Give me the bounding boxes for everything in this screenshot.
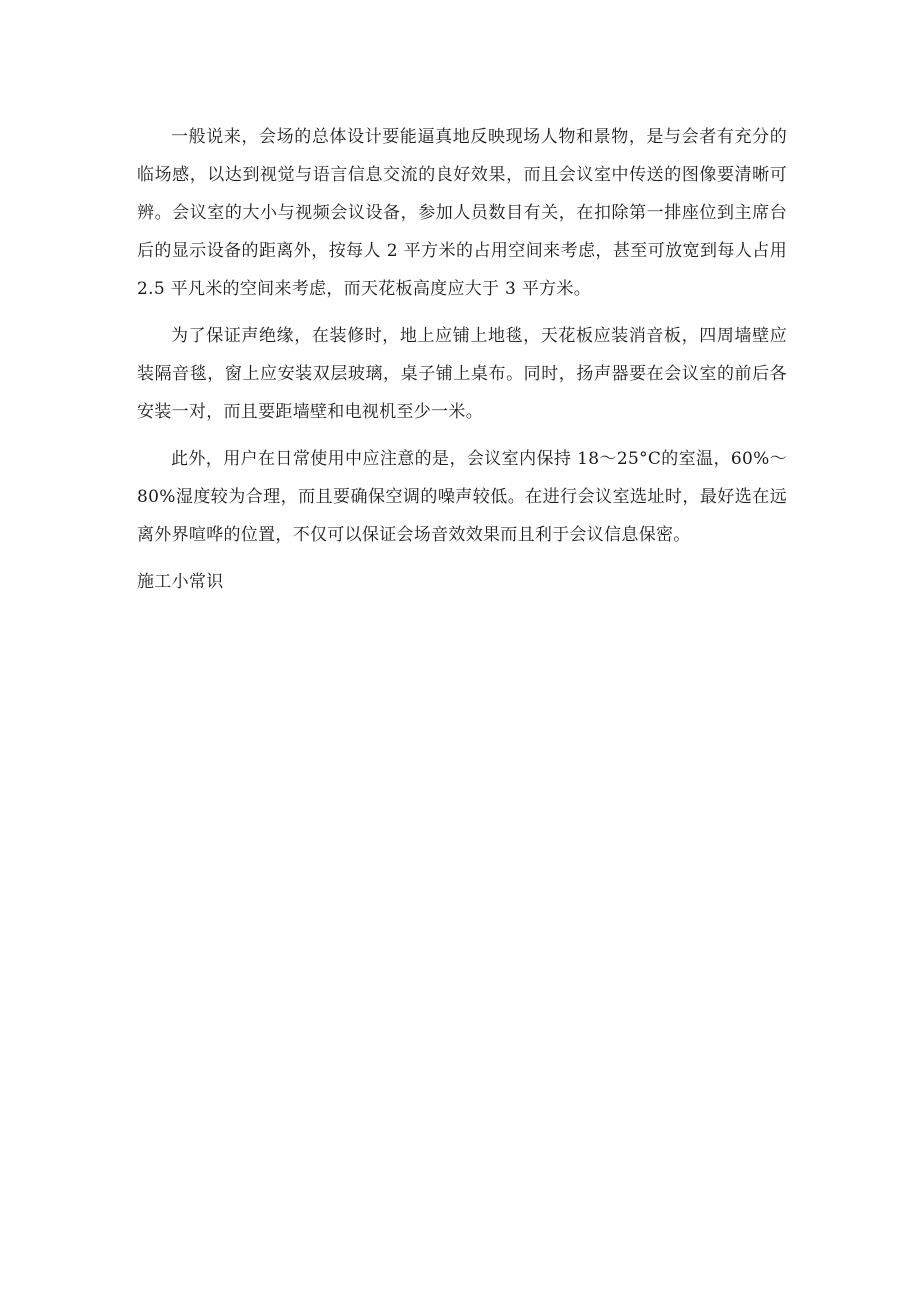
paragraph-daily-use: 此外，用户在日常使用中应注意的是，会议室内保持 18～25°C的室温，60%～80%湿度较为合理，而且要确保空调的噪声较低。在进行会议室选址时，最好选在远离外界喧哗的位置，不仅可以保证会场音效效果而且利于会议信息保密。 [137, 449, 787, 545]
section-heading: 施工小常识 [137, 572, 224, 592]
document-body [137, 118, 787, 601]
paragraph-venue-design: 一般说来，会场的总体设计要能逼真地反映现场人物和景物，是与会者有充分的临场感，以达到视觉与语言信息交流的良好效果，而且会议室中传送的图像要清晰可辨。会议室的大小与视频会议设备，参加人员数目有关，在扣除第一排座位到主席台后的显示设备的距离外，按每人 2 平方米的占用空间来考虑，甚至可放宽到每人占用 2.5 平凡米的空间来考虑，而天花板高度应大于 3 平方米。 [137, 127, 787, 299]
paragraph-sound-insulation: 为了保证声绝缘，在装修时，地上应铺上地毯，天花板应装消音板，四周墙壁应装隔音毯，窗上应安装双层玻璃，桌子铺上桌布。同时，扬声器要在会议室的前后各安装一对，而且要距墙壁和电视机至少一米。 [137, 326, 787, 422]
